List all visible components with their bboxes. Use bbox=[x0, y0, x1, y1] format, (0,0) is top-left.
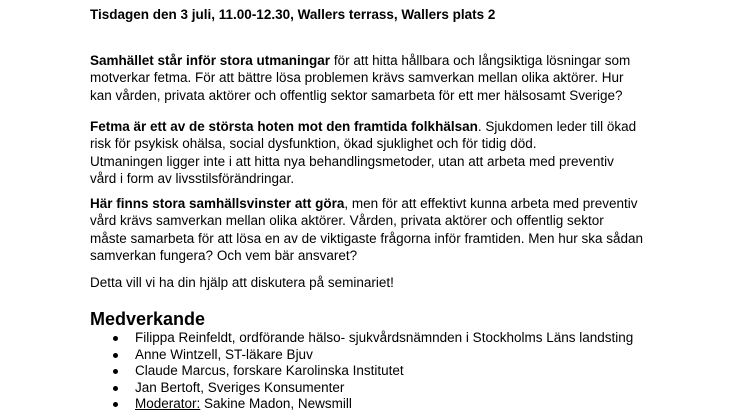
paragraph-line: vård krävs samverkan mellan olika aktörer. Vården, privata aktörer och offentlig sektor bbox=[90, 213, 604, 229]
paragraph-lead: Fetma är ett av de största hoten mot den framtida folkhälsan bbox=[90, 119, 478, 134]
bullet-icon bbox=[113, 369, 118, 374]
list-item bbox=[90, 347, 633, 364]
list-item bbox=[90, 380, 633, 397]
paragraph-societal-gains bbox=[90, 195, 643, 264]
paragraph-lead: Här finns stora samhällsvinster att göra bbox=[90, 196, 345, 211]
paragraph-line: motverkar fetma. För att bättre lösa problemen krävs samverkan mellan olika aktörer. Hur bbox=[90, 70, 624, 86]
paragraph-line: vård i form av livsstilsförändringar. bbox=[90, 170, 295, 186]
participant-name: Filippa Reinfeldt, ordförande hälso- sjukvårdsnämnden i Stockholms Läns landsting bbox=[135, 330, 634, 345]
paragraph-invitation: Detta vill vi ha din hjälp att diskutera på seminariet! bbox=[90, 275, 394, 290]
list-item-moderator bbox=[90, 396, 633, 413]
participant-name: Anne Wintzell, ST-läkare Bjuv bbox=[135, 346, 313, 362]
participants-heading: Medverkande bbox=[90, 309, 206, 329]
participants-list bbox=[90, 330, 633, 413]
paragraph-line: kan vården, privata aktörer och offentlig sektor samarbeta för ett mer hälsosamt Sverige? bbox=[90, 87, 623, 103]
paragraph-obesity-threat bbox=[90, 118, 636, 187]
paragraph-line: , men för att effektivt kunna arbeta med preventiv bbox=[344, 196, 638, 211]
list-item bbox=[90, 330, 633, 347]
bullet-icon bbox=[113, 336, 118, 341]
participant-name: Jan Bertoft, Sveriges Konsumenter bbox=[135, 379, 345, 395]
event-details: Tisdagen den 3 juli, 11.00-12.30, Wallers terrass, Wallers plats 2 bbox=[90, 7, 496, 22]
paragraph-line: risk för psykisk ohälsa, social dysfunktion, ökad sjuklighet och för tidig död. bbox=[90, 136, 537, 152]
paragraph-line: måste samarbeta för att lösa en av de viktigaste frågorna inför framtiden. Men hur ska sådan bbox=[90, 230, 644, 246]
participant-name: Claude Marcus, forskare Karolinska Institutet bbox=[135, 363, 404, 379]
paragraph-lead: Samhället står inför stora utmaningar bbox=[90, 53, 331, 68]
list-item bbox=[90, 363, 633, 380]
paragraph-line: Utmaningen ligger inte i att hitta nya behandlingsmetoder, utan att arbeta med preventiv bbox=[90, 153, 614, 169]
paragraph-line: samverkan fungera? Och vem bär ansvaret? bbox=[90, 247, 358, 263]
paragraph-line: för att hitta hållbara och långsiktiga lösningar som bbox=[330, 53, 631, 68]
moderator-label: Moderator: bbox=[135, 396, 201, 412]
moderator-name: Sakine Madon, Newsmill bbox=[200, 396, 352, 412]
paragraph-challenges bbox=[90, 52, 630, 104]
bullet-icon bbox=[113, 402, 118, 407]
paragraph-line: . Sjukdomen leder till ökad bbox=[477, 119, 637, 134]
bullet-icon bbox=[113, 353, 118, 358]
bullet-icon bbox=[113, 386, 118, 391]
